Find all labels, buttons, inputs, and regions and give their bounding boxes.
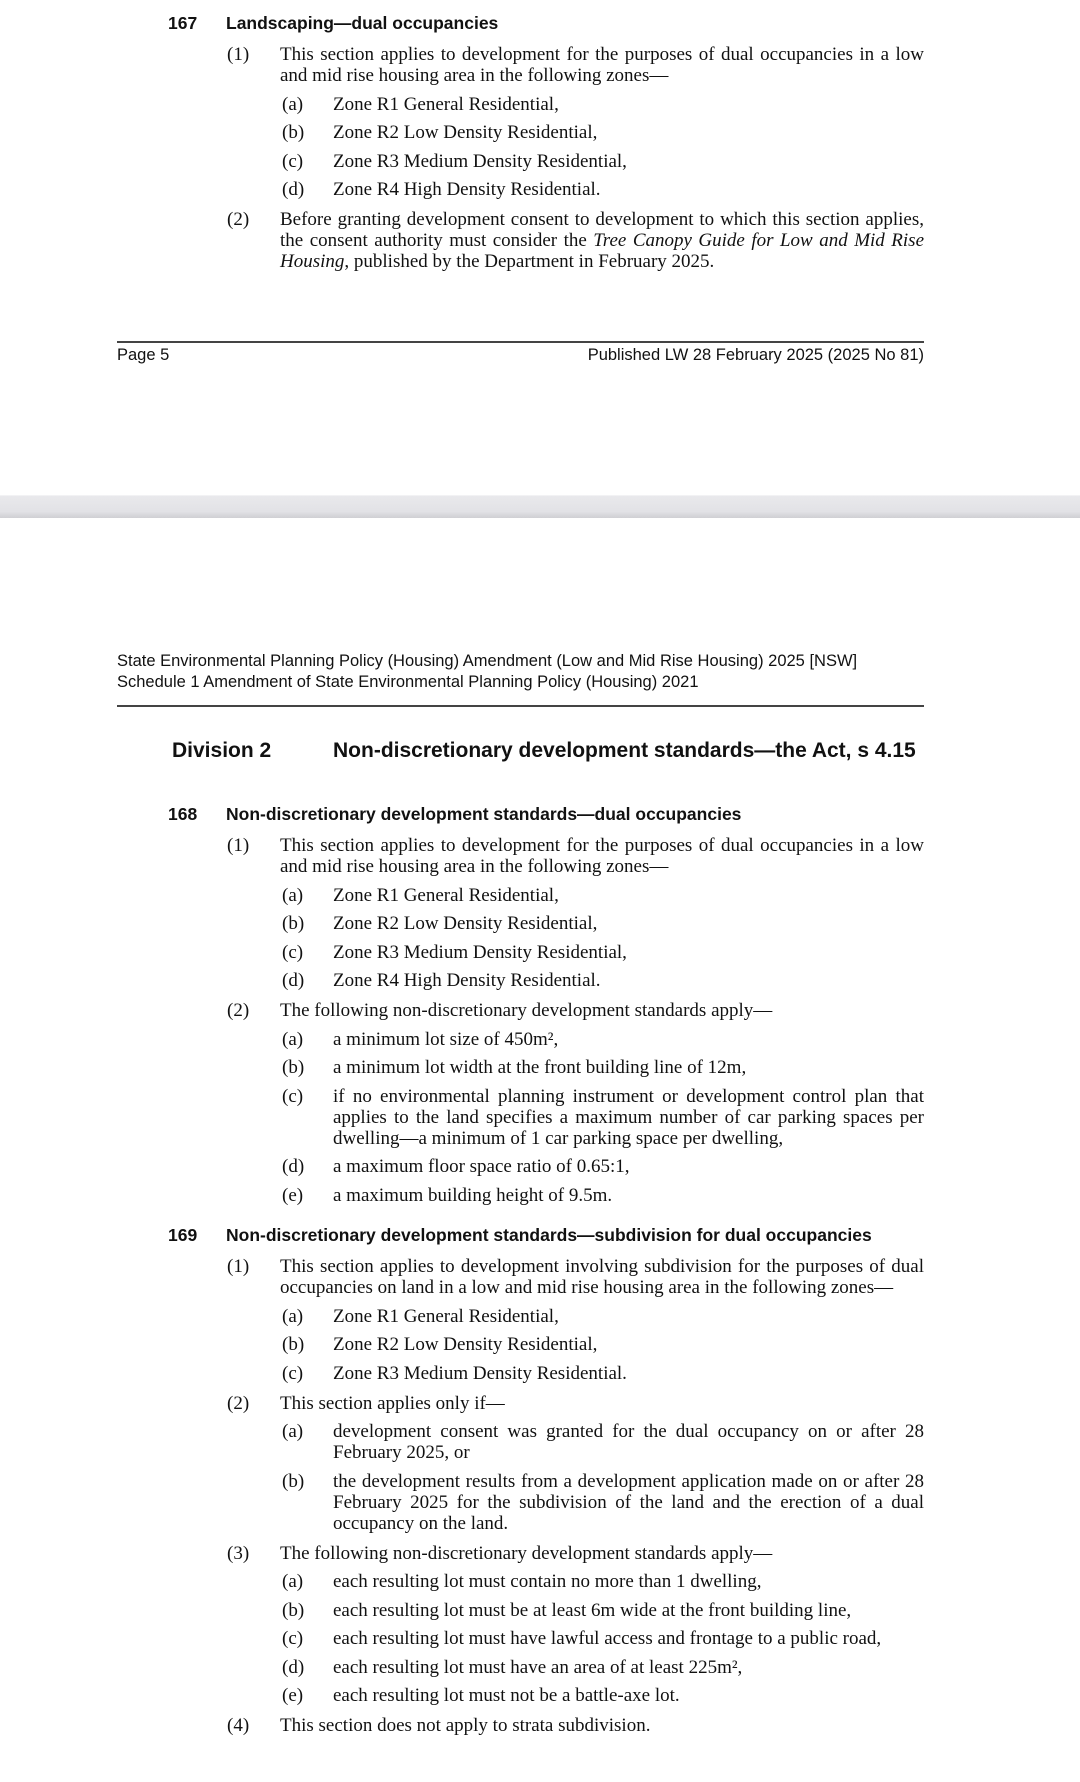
list-item	[117, 1628, 924, 1649]
header-rule	[117, 705, 924, 707]
subsection	[117, 1543, 924, 1564]
item-label: (a)	[282, 1421, 304, 1442]
item-text: development consent was granted for the dual occupancy on or after 28 February 2025, or	[333, 1421, 924, 1463]
item-text: Zone R2 Low Density Residential,	[333, 122, 598, 143]
subsection-label: (1)	[227, 44, 250, 65]
list-item	[117, 1086, 924, 1149]
item-label: (a)	[282, 93, 304, 115]
running-header-schedule: Schedule 1 Amendment of State Environmental Planning Policy (Housing) 2021	[117, 673, 699, 691]
published-info: Published LW 28 February 2025 (2025 No 81)	[587, 346, 924, 364]
list-item	[117, 179, 924, 200]
list-item	[117, 1600, 924, 1621]
subsection-label: (2)	[227, 209, 250, 230]
list-item	[117, 913, 924, 934]
guide-title: Tree Canopy Guide for Low and Mid Rise Housing	[280, 230, 924, 272]
item-label: (c)	[282, 150, 304, 172]
list-item	[117, 1471, 924, 1534]
item-label: (c)	[282, 1085, 304, 1107]
subsection	[117, 835, 924, 877]
list-item	[117, 1421, 924, 1463]
item-label: (d)	[282, 970, 305, 991]
subsection-label: (4)	[227, 1715, 250, 1736]
item-label: (c)	[282, 941, 304, 963]
section-heading	[117, 13, 924, 35]
section-number: 168	[168, 804, 198, 824]
item-text: a minimum lot size of 450m²,	[333, 1028, 559, 1050]
item-label: (b)	[282, 913, 305, 934]
item-label: (d)	[282, 1656, 305, 1678]
page-number: Page 5	[117, 346, 170, 364]
subsection-label: (2)	[227, 1000, 250, 1021]
item-text: a maximum building height of 9.5m.	[333, 1184, 613, 1206]
footer-rule	[117, 341, 924, 343]
division-label: Division 2	[172, 739, 272, 762]
item-text: a minimum lot width at the front building line of 12m,	[333, 1057, 747, 1078]
division-heading	[117, 740, 924, 762]
subsection-text: The following non-discretionary development standards apply—	[280, 1000, 773, 1021]
subsection	[117, 1256, 924, 1298]
subsection-text: The following non-discretionary development standards apply—	[280, 1542, 773, 1564]
item-text: Zone R3 Medium Density Residential,	[333, 941, 627, 963]
item-label: (b)	[282, 1599, 305, 1621]
item-text: Zone R1 General Residential,	[333, 884, 559, 906]
section-number: 167	[168, 13, 198, 33]
item-label: (c)	[282, 1362, 304, 1384]
item-label: (e)	[282, 1184, 304, 1206]
subsection	[117, 1715, 924, 1736]
list-item	[117, 885, 924, 906]
list-item	[117, 1156, 924, 1177]
item-label: (a)	[282, 1305, 304, 1327]
list-item	[117, 1685, 924, 1706]
subsection-label: (1)	[227, 835, 250, 856]
list-item	[117, 970, 924, 991]
item-text: Zone R2 Low Density Residential,	[333, 1334, 598, 1355]
list-item	[117, 1057, 924, 1078]
item-label: (a)	[282, 884, 304, 906]
list-item	[117, 1185, 924, 1206]
list-item	[117, 151, 924, 172]
item-label: (c)	[282, 1628, 304, 1649]
division-title: Non-discretionary development standards—the Act, s 4.15	[333, 739, 916, 762]
item-text: Zone R4 High Density Residential.	[333, 179, 601, 200]
item-text: Zone R3 Medium Density Residential,	[333, 150, 627, 172]
list-item	[117, 1334, 924, 1355]
item-label: (b)	[282, 1334, 305, 1355]
subsection	[117, 1393, 924, 1414]
page-separator	[0, 495, 1080, 518]
item-text: each resulting lot must contain no more than 1 dwelling,	[333, 1571, 762, 1592]
subsection-text	[280, 209, 924, 272]
subsection	[117, 209, 924, 272]
section-number: 169	[168, 1225, 198, 1245]
text-part: Before granting development consent to development to which this section applies, the consent authority must consider the	[280, 209, 924, 251]
item-label: (d)	[282, 1156, 305, 1177]
subsection	[117, 44, 924, 86]
subsection-text: This section applies to development for the purposes of dual occupancies in a low and mid rise housing area in the following zones—	[280, 44, 924, 86]
section-167	[117, 13, 924, 272]
item-text: Zone R1 General Residential,	[333, 93, 559, 115]
item-label: (a)	[282, 1028, 304, 1050]
page-footer	[117, 346, 924, 365]
list-item	[117, 1571, 924, 1592]
item-text: each resulting lot must have lawful access and frontage to a public road,	[333, 1628, 882, 1649]
list-item	[117, 1363, 924, 1384]
section-168	[117, 804, 924, 1206]
subsection-label: (2)	[227, 1392, 250, 1414]
item-label: (d)	[282, 179, 305, 200]
item-text: if no environmental planning instrument or development control plan that applies to the land specifies a maximum number of car parking spaces per dwelling—a minimum of 1 car parking space per dwelling,	[333, 1085, 924, 1149]
list-item	[117, 942, 924, 963]
subsection-label: (3)	[227, 1542, 250, 1564]
item-text: each resulting lot must be at least 6m wide at the front building line,	[333, 1599, 852, 1621]
list-item	[117, 94, 924, 115]
item-text: Zone R4 High Density Residential.	[333, 970, 601, 991]
item-text: each resulting lot must have an area of at least 225m²,	[333, 1656, 743, 1678]
list-item	[117, 122, 924, 143]
section-heading	[117, 804, 924, 826]
subsection-text: This section applies to development involving subdivision for the purposes of dual occupancies on land in a low and mid rise housing area in the following zones—	[280, 1256, 924, 1298]
subsection-text: This section applies to development for the purposes of dual occupancies in a low and mid rise housing area in the following zones—	[280, 835, 924, 877]
item-label: (a)	[282, 1571, 304, 1592]
section-title: Non-discretionary development standards—subdivision for dual occupancies	[226, 1225, 872, 1245]
item-text: Zone R1 General Residential,	[333, 1305, 559, 1327]
subsection-text: This section applies only if—	[280, 1392, 505, 1414]
item-text: Zone R2 Low Density Residential,	[333, 913, 598, 934]
text-part: , published by the Department in February 2025.	[344, 251, 715, 272]
section-169	[117, 1225, 924, 1736]
running-header-title: State Environmental Planning Policy (Housing) Amendment (Low and Mid Rise Housing) 2025 [NSW]	[117, 652, 858, 670]
section-title: Non-discretionary development standards—dual occupancies	[226, 804, 742, 824]
list-item	[117, 1029, 924, 1050]
section-heading	[117, 1225, 924, 1247]
item-label: (b)	[282, 1057, 305, 1078]
section-title: Landscaping—dual occupancies	[226, 13, 499, 33]
item-label: (b)	[282, 122, 305, 143]
list-item	[117, 1657, 924, 1678]
item-text: a maximum floor space ratio of 0.65:1,	[333, 1156, 630, 1177]
item-label: (b)	[282, 1470, 305, 1492]
list-item	[117, 1306, 924, 1327]
item-label: (e)	[282, 1685, 304, 1706]
item-text: the development results from a development application made on or after 28 February 2025 for the subdivision of the land and the erection of a dual occupancy on the land.	[333, 1470, 924, 1534]
subsection	[117, 1000, 924, 1021]
subsection-text: This section does not apply to strata subdivision.	[280, 1715, 651, 1736]
subsection-label: (1)	[227, 1256, 250, 1277]
item-text: Zone R3 Medium Density Residential.	[333, 1362, 627, 1384]
item-text: each resulting lot must not be a battle-axe lot.	[333, 1685, 680, 1706]
